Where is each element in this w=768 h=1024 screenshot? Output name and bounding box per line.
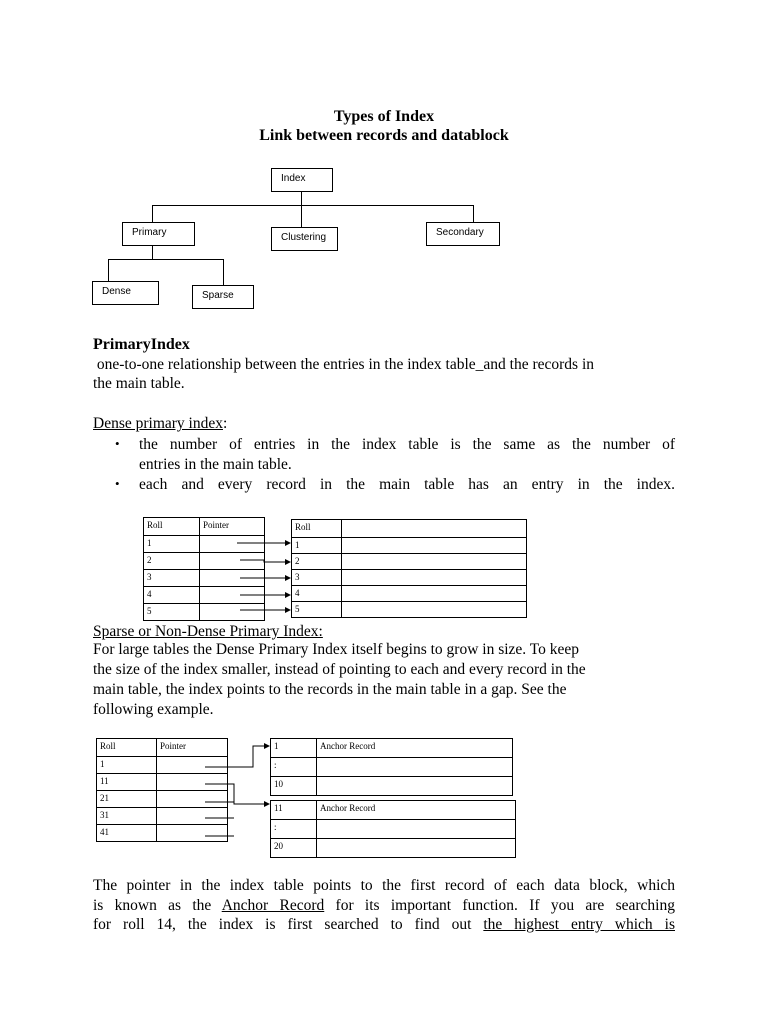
table-cell: 1: [97, 757, 157, 774]
primary-index-heading: PrimaryIndex: [93, 336, 190, 353]
closing-text-segment: for its important function. If you are searching: [324, 897, 675, 914]
table-cell: 1: [271, 739, 317, 758]
index-node: Index: [271, 168, 333, 192]
table-cell: Anchor Record: [317, 739, 513, 758]
table-cell: 11: [97, 774, 157, 791]
sparse-text-line2: the size of the index smaller, instead of pointing to each and every record in the: [93, 661, 586, 678]
dense-heading-label: Dense primary index: [93, 415, 223, 432]
table-cell: 5: [292, 602, 342, 618]
table-cell: 41: [97, 825, 157, 842]
pointer-arrow: [205, 784, 269, 804]
table-header-pointer: Pointer: [200, 518, 265, 536]
table-cell: :: [271, 758, 317, 777]
table-cell: 4: [292, 586, 342, 602]
table-header-roll: Roll: [97, 739, 157, 757]
pointer-arrow: [205, 746, 269, 767]
table-cell: 21: [97, 791, 157, 808]
table-cell: 1: [292, 538, 342, 554]
table-header-roll: Roll: [144, 518, 200, 536]
dense-bullet-2-line1: each and every record in the main table has an entry in the index.: [139, 476, 675, 493]
table-cell: 3: [292, 570, 342, 586]
anchor-record-term: Anchor Record: [221, 897, 325, 914]
sparse-text-line1: For large tables the Dense Primary Index itself begins to grow in size. To keep: [93, 641, 580, 658]
primary-node: Primary: [122, 222, 195, 246]
dense-bullet-1-line1: the number of entries in the index table is the same as the number of: [139, 436, 675, 453]
bullet-icon: •: [115, 436, 120, 451]
clustering-node: Clustering: [271, 227, 338, 251]
dense-bullet-1-line2: entries in the main table.: [139, 456, 292, 473]
bullet-icon: •: [115, 476, 120, 491]
closing-text-line1: The pointer in the index table points to the first record of each data block, which: [93, 877, 675, 894]
sparse-text-line3: main table, the index points to the records in the main table in a gap. See the: [93, 681, 567, 698]
table-cell: 11: [271, 801, 317, 820]
sparse-text-line4: following example.: [93, 701, 214, 718]
table-cell: 1: [144, 536, 200, 553]
table-cell: 5: [144, 604, 200, 621]
table-cell: 2: [144, 553, 200, 570]
table-cell: 3: [144, 570, 200, 587]
page-title: Types of Index: [333, 108, 435, 125]
table-cell: Anchor Record: [317, 801, 516, 820]
closing-text-line3: [93, 915, 675, 935]
table-cell: 31: [97, 808, 157, 825]
table-header-roll: Roll: [292, 520, 342, 538]
dense-node: Dense: [92, 281, 159, 305]
closing-text-line2: [93, 896, 675, 916]
secondary-node: Secondary: [426, 222, 500, 246]
primary-index-text-line1: one-to-one relationship between the entries in the index table_and the records in: [93, 356, 594, 373]
sparse-node: Sparse: [192, 285, 254, 309]
closing-text-segment: is known as the: [93, 897, 222, 914]
table-cell: 4: [144, 587, 200, 604]
page-subtitle: Link between records and datablock: [259, 127, 509, 144]
table-cell: 2: [292, 554, 342, 570]
table-cell: :: [271, 820, 317, 839]
highest-entry-term: the highest entry which is: [483, 916, 675, 933]
dense-heading-colon: :: [223, 415, 228, 432]
table-cell: 20: [271, 839, 317, 858]
table-header-pointer: Pointer: [157, 739, 228, 757]
table-cell: 10: [271, 777, 317, 796]
sparse-heading: Sparse or Non-Dense Primary Index:: [93, 623, 323, 640]
primary-index-text-line2: the main table.: [93, 375, 185, 392]
closing-text-segment: for roll 14, the index is first searched to find out: [93, 916, 484, 933]
